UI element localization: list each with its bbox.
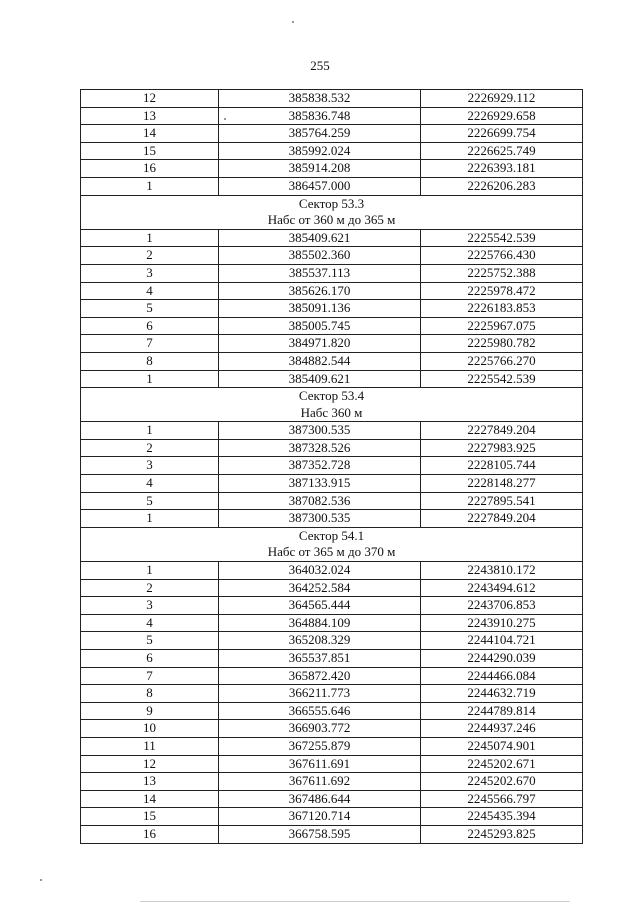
coordinate-x: 385537.113 bbox=[219, 264, 421, 282]
coordinate-x: 364884.109 bbox=[219, 614, 421, 632]
point-number: 12 bbox=[81, 90, 219, 108]
coordinate-x: 385409.621 bbox=[219, 370, 421, 388]
table-row bbox=[81, 667, 583, 685]
coordinate-y: 2244789.814 bbox=[421, 702, 583, 720]
point-number: 13 bbox=[81, 773, 219, 791]
coordinate-x: 387328.526 bbox=[219, 439, 421, 457]
coordinate-y: 2243810.172 bbox=[421, 562, 583, 580]
sector-heading: Сектор 53.3 bbox=[81, 195, 583, 212]
sector-height: Набс от 365 м до 370 м bbox=[81, 544, 583, 561]
coordinates-table-container bbox=[80, 89, 579, 844]
point-number: 1 bbox=[81, 562, 219, 580]
point-number: 2 bbox=[81, 439, 219, 457]
point-number: 1 bbox=[81, 370, 219, 388]
point-number: 4 bbox=[81, 282, 219, 300]
coordinate-y: 2225542.539 bbox=[421, 229, 583, 247]
table-row bbox=[81, 773, 583, 791]
point-number: 8 bbox=[81, 685, 219, 703]
coordinate-x: 364252.584 bbox=[219, 579, 421, 597]
coordinate-x: 385836.748 bbox=[219, 107, 421, 125]
coordinate-x: 387133.915 bbox=[219, 475, 421, 493]
coordinate-y: 2226393.181 bbox=[421, 160, 583, 178]
table-row bbox=[81, 808, 583, 826]
coordinate-x: 385992.024 bbox=[219, 142, 421, 160]
coordinate-y: 2225766.270 bbox=[421, 352, 583, 370]
point-number: 6 bbox=[81, 650, 219, 668]
point-number: 1 bbox=[81, 422, 219, 440]
coordinate-y: 2225766.430 bbox=[421, 247, 583, 265]
table-row bbox=[81, 650, 583, 668]
coordinate-x: 385091.136 bbox=[219, 300, 421, 318]
point-number: 3 bbox=[81, 264, 219, 282]
table-row bbox=[81, 177, 583, 195]
coordinate-x: 367486.644 bbox=[219, 790, 421, 808]
coordinate-y: 2225980.782 bbox=[421, 335, 583, 353]
scan-speck bbox=[40, 879, 42, 881]
point-number: 5 bbox=[81, 300, 219, 318]
coordinate-x: 387352.728 bbox=[219, 457, 421, 475]
point-number: 2 bbox=[81, 579, 219, 597]
coordinate-x: 367255.879 bbox=[219, 737, 421, 755]
point-number: 14 bbox=[81, 790, 219, 808]
table-row bbox=[81, 300, 583, 318]
coordinate-y: 2245566.797 bbox=[421, 790, 583, 808]
point-number: 16 bbox=[81, 160, 219, 178]
point-number: 11 bbox=[81, 737, 219, 755]
coordinate-y: 2226206.283 bbox=[421, 177, 583, 195]
table-row bbox=[81, 352, 583, 370]
coordinate-y: 2226929.658 bbox=[421, 107, 583, 125]
coordinate-y: 2245435.394 bbox=[421, 808, 583, 826]
coordinate-y: 2244104.721 bbox=[421, 632, 583, 650]
table-row bbox=[81, 335, 583, 353]
coordinate-x: 366211.773 bbox=[219, 685, 421, 703]
coordinate-x: 367120.714 bbox=[219, 808, 421, 826]
coordinate-x: 385626.170 bbox=[219, 282, 421, 300]
point-number: 4 bbox=[81, 475, 219, 493]
table-row bbox=[81, 510, 583, 528]
coordinate-x: 366555.646 bbox=[219, 702, 421, 720]
table-row bbox=[81, 702, 583, 720]
coordinate-y: 2227983.925 bbox=[421, 439, 583, 457]
point-number: 4 bbox=[81, 614, 219, 632]
point-number: 10 bbox=[81, 720, 219, 738]
scan-speck bbox=[292, 21, 294, 23]
table-row bbox=[81, 229, 583, 247]
coordinate-y: 2226625.749 bbox=[421, 142, 583, 160]
sector-heading: Сектор 54.1 bbox=[81, 527, 583, 544]
point-number: 1 bbox=[81, 177, 219, 195]
coordinate-x: 365208.329 bbox=[219, 632, 421, 650]
point-number: 13 bbox=[81, 107, 219, 125]
coordinates-table bbox=[80, 89, 583, 844]
coordinate-x: 387082.536 bbox=[219, 492, 421, 510]
coordinate-x: 365537.851 bbox=[219, 650, 421, 668]
table-row bbox=[81, 160, 583, 178]
coordinate-y: 2225542.539 bbox=[421, 370, 583, 388]
table-row bbox=[81, 107, 583, 125]
coordinate-x: 385914.208 bbox=[219, 160, 421, 178]
table-row bbox=[81, 755, 583, 773]
table-row bbox=[81, 790, 583, 808]
point-number: 6 bbox=[81, 317, 219, 335]
sector-height-row bbox=[81, 405, 583, 422]
coordinate-x: 367611.691 bbox=[219, 755, 421, 773]
table-row bbox=[81, 597, 583, 615]
point-number: 5 bbox=[81, 492, 219, 510]
coordinate-x: 384882.544 bbox=[219, 352, 421, 370]
table-row bbox=[81, 737, 583, 755]
coordinate-y: 2244937.246 bbox=[421, 720, 583, 738]
point-number: 1 bbox=[81, 510, 219, 528]
table-row bbox=[81, 317, 583, 335]
table-row bbox=[81, 439, 583, 457]
coordinate-y: 2225967.075 bbox=[421, 317, 583, 335]
coordinate-y: 2228105.744 bbox=[421, 457, 583, 475]
point-number: 5 bbox=[81, 632, 219, 650]
coordinate-x: 366903.772 bbox=[219, 720, 421, 738]
point-number: 16 bbox=[81, 825, 219, 843]
coordinate-x: 364032.024 bbox=[219, 562, 421, 580]
sector-height: Набс 360 м bbox=[81, 405, 583, 422]
coordinate-x: 365872.420 bbox=[219, 667, 421, 685]
coordinate-y: 2226699.754 bbox=[421, 125, 583, 143]
coordinate-x: 387300.535 bbox=[219, 422, 421, 440]
coordinate-x: 385502.360 bbox=[219, 247, 421, 265]
coordinate-y: 2226183.853 bbox=[421, 300, 583, 318]
coordinate-y: 2243706.853 bbox=[421, 597, 583, 615]
point-number: 15 bbox=[81, 808, 219, 826]
coordinate-x: 367611.692 bbox=[219, 773, 421, 791]
table-row bbox=[81, 579, 583, 597]
table-row bbox=[81, 562, 583, 580]
coordinate-x: 385838.532 bbox=[219, 90, 421, 108]
table-row bbox=[81, 142, 583, 160]
coordinate-y: 2244632.719 bbox=[421, 685, 583, 703]
point-number: 9 bbox=[81, 702, 219, 720]
sector-height-row bbox=[81, 544, 583, 561]
point-number: 1 bbox=[81, 229, 219, 247]
point-number: 15 bbox=[81, 142, 219, 160]
coordinate-x: 366758.595 bbox=[219, 825, 421, 843]
table-row bbox=[81, 247, 583, 265]
point-number: 3 bbox=[81, 597, 219, 615]
coordinate-x: 364565.444 bbox=[219, 597, 421, 615]
coordinate-y: 2243910.275 bbox=[421, 614, 583, 632]
table-row bbox=[81, 422, 583, 440]
sector-heading: Сектор 53.4 bbox=[81, 388, 583, 405]
point-number: 12 bbox=[81, 755, 219, 773]
coordinates-table-body bbox=[81, 90, 583, 844]
coordinate-y: 2226929.112 bbox=[421, 90, 583, 108]
coordinate-x: 385409.621 bbox=[219, 229, 421, 247]
point-number: 2 bbox=[81, 247, 219, 265]
coordinate-x: 385764.259 bbox=[219, 125, 421, 143]
coordinate-y: 2245293.825 bbox=[421, 825, 583, 843]
scan-speck bbox=[224, 118, 226, 120]
coordinate-x: 384971.820 bbox=[219, 335, 421, 353]
coordinate-x: 387300.535 bbox=[219, 510, 421, 528]
coordinate-y: 2227895.541 bbox=[421, 492, 583, 510]
table-row bbox=[81, 685, 583, 703]
table-row bbox=[81, 475, 583, 493]
coordinate-x: 386457.000 bbox=[219, 177, 421, 195]
table-row bbox=[81, 632, 583, 650]
table-row bbox=[81, 492, 583, 510]
coordinate-y: 2243494.612 bbox=[421, 579, 583, 597]
coordinate-y: 2245202.670 bbox=[421, 773, 583, 791]
table-row bbox=[81, 720, 583, 738]
page-number: 255 bbox=[310, 58, 330, 73]
coordinate-y: 2227849.204 bbox=[421, 510, 583, 528]
coordinate-y: 2227849.204 bbox=[421, 422, 583, 440]
table-row bbox=[81, 264, 583, 282]
point-number: 14 bbox=[81, 125, 219, 143]
table-row bbox=[81, 370, 583, 388]
coordinate-y: 2244290.039 bbox=[421, 650, 583, 668]
table-row bbox=[81, 125, 583, 143]
scan-edge-line bbox=[140, 901, 570, 902]
sector-heading-row bbox=[81, 527, 583, 544]
table-row bbox=[81, 90, 583, 108]
coordinate-y: 2225752.388 bbox=[421, 264, 583, 282]
point-number: 7 bbox=[81, 335, 219, 353]
coordinate-x: 385005.745 bbox=[219, 317, 421, 335]
point-number: 8 bbox=[81, 352, 219, 370]
sector-heading-row bbox=[81, 195, 583, 212]
coordinate-y: 2245202.671 bbox=[421, 755, 583, 773]
table-row bbox=[81, 282, 583, 300]
coordinate-y: 2244466.084 bbox=[421, 667, 583, 685]
coordinate-y: 2228148.277 bbox=[421, 475, 583, 493]
sector-heading-row bbox=[81, 388, 583, 405]
table-row bbox=[81, 825, 583, 843]
point-number: 3 bbox=[81, 457, 219, 475]
table-row bbox=[81, 614, 583, 632]
point-number: 7 bbox=[81, 667, 219, 685]
sector-height: Набс от 360 м до 365 м bbox=[81, 212, 583, 229]
table-row bbox=[81, 457, 583, 475]
sector-height-row bbox=[81, 212, 583, 229]
coordinate-y: 2245074.901 bbox=[421, 737, 583, 755]
coordinate-y: 2225978.472 bbox=[421, 282, 583, 300]
